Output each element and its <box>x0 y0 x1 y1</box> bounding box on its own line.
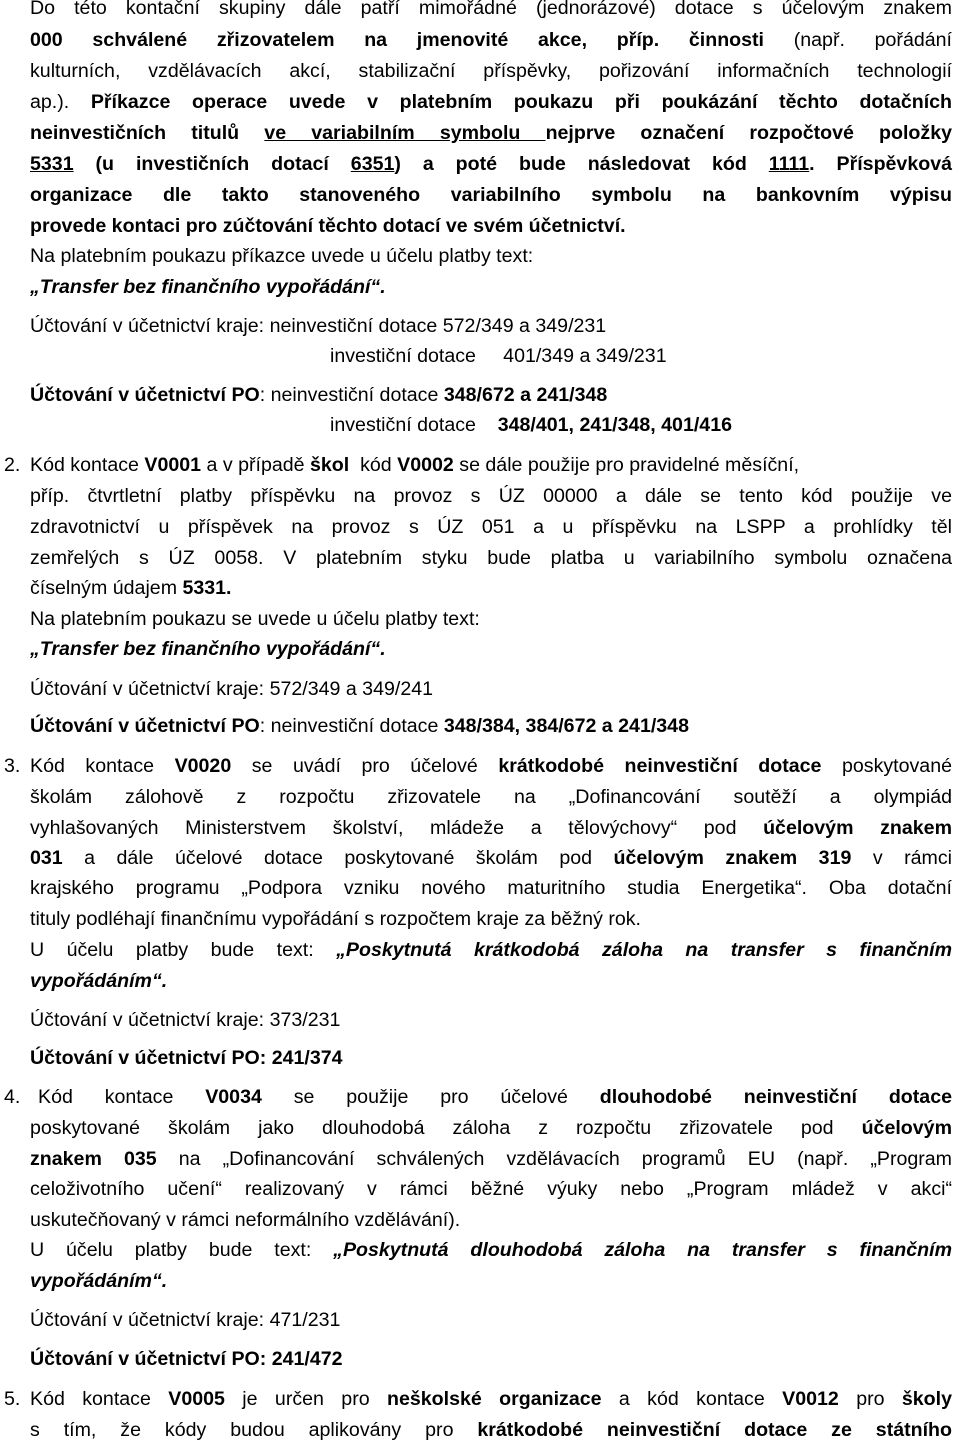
text: V0034 <box>205 1086 262 1108</box>
text: neinvestičních titulů <box>30 122 265 144</box>
text: příp. čtvrtletní platby příspěvku na provoz s ÚZ 00000 a dále se tento kód použije ve <box>30 485 952 507</box>
text: V0012 <box>782 1388 839 1410</box>
text: uskutečňovaný v rámci neformálního vzdělávání). <box>30 1209 461 1231</box>
paragraph-line <box>30 152 952 177</box>
paragraph-line <box>30 515 952 540</box>
paragraph-line <box>30 607 952 632</box>
accounting-line <box>30 1308 952 1333</box>
text: : neinvestiční dotace <box>259 715 444 737</box>
text: Účtování v účetnictví kraje: 373/231 <box>30 1009 341 1031</box>
paragraph-line <box>30 183 952 208</box>
text: Účtování v účetnictví PO <box>30 1047 260 1069</box>
text: ap.). <box>30 91 91 113</box>
text: provede kontaci pro zúčtování těchto dotací ve svém účetnictví. <box>30 215 626 237</box>
text: „Poskytnutá dlouhodobá záloha na transfer s finančním <box>333 1239 952 1261</box>
text: Kód kontace <box>30 1388 169 1410</box>
text: znakem 035 <box>30 1148 157 1170</box>
text: 000 schválené zřizovatelem na jmenovité akce, příp. činnosti <box>30 29 765 51</box>
text: kulturních, vzdělávacích akcí, stabilizační příspěvky, pořizování informačních technologií <box>30 60 952 82</box>
paragraph-line <box>30 546 952 571</box>
text: tituly podléhají finančnímu vypořádání s rozpočtem kraje za běžný rok. <box>30 908 641 930</box>
text: 6351 <box>350 153 395 175</box>
paragraph-line <box>30 0 952 21</box>
text: (u investičních dotací <box>73 153 351 175</box>
text: V0020 <box>174 755 232 777</box>
text: v rámci <box>851 847 952 869</box>
text: . Příspěvková <box>809 153 952 175</box>
paragraph-line <box>30 214 952 239</box>
paragraph-line <box>30 28 952 53</box>
paragraph-line <box>30 785 952 810</box>
text: krátkodobé neinvestiční dotace ze státního <box>477 1419 952 1441</box>
text: V0001 <box>144 454 202 476</box>
text: krátkodobé neinvestiční dotace <box>498 755 822 777</box>
text: Účtování v účetnictví kraje: 471/231 <box>30 1309 341 1331</box>
text: účelovým <box>861 1117 952 1139</box>
paragraph-line <box>30 876 952 901</box>
text: Kód kontace <box>30 454 145 476</box>
paragraph-line <box>30 1116 952 1141</box>
text: na „Dofinancování schválených vzdělávacích programů EU (např. „Program <box>156 1148 953 1170</box>
paragraph-line <box>30 1208 952 1233</box>
text: Na platebním poukazu příkazce uvede u účelu platby text: <box>30 245 534 267</box>
paragraph-line <box>30 1177 952 1202</box>
paragraph-line <box>30 938 952 963</box>
text: školy <box>901 1388 952 1410</box>
text: s tím, že kódy budou aplikovány pro <box>30 1419 478 1441</box>
text: „Poskytnutá krátkodobá záloha na transfer s finančním <box>336 939 953 961</box>
text: a kód kontace <box>601 1388 783 1410</box>
text: Účtování v účetnictví PO <box>30 715 260 737</box>
text: kód <box>349 454 398 476</box>
text: se použije pro účelové <box>261 1086 600 1108</box>
paragraph-line <box>30 121 952 146</box>
paragraph-line <box>30 1269 952 1294</box>
paragraph-line <box>30 846 952 871</box>
text: celoživotního učení“ realizovaný v rámci běžné výuky nebo „Program mládež v akci“ <box>30 1178 952 1200</box>
text: 1111 <box>768 153 810 175</box>
paragraph-line <box>30 907 952 932</box>
accounting-line <box>30 714 952 739</box>
text: neškolské organizace <box>387 1388 602 1410</box>
text: U účelu platby bude text: <box>30 939 337 961</box>
text: Účtování v účetnictví PO <box>30 384 260 406</box>
text: krajského programu „Podpora vzniku nového maturitního studia Energetika“. Oba dotační <box>30 877 952 899</box>
paragraph-line <box>30 754 952 779</box>
accounting-line <box>30 677 952 702</box>
text: organizace dle takto stanoveného variabilního symbolu na bankovním výpisu <box>30 184 952 206</box>
list-number: 2. <box>4 454 21 476</box>
text: Kód kontace <box>30 755 175 777</box>
list-number: 3. <box>4 755 21 777</box>
paragraph-line <box>30 1238 952 1263</box>
text: číselným údajem <box>30 577 183 599</box>
text: V0002 <box>397 454 454 476</box>
accounting-line <box>30 314 952 339</box>
paragraph-line <box>30 59 952 84</box>
text: 348/401, 241/348, 401/416 <box>497 414 732 436</box>
text: poskytované <box>821 755 952 777</box>
paragraph-line <box>30 1418 952 1443</box>
text: a v případě <box>201 454 310 476</box>
paragraph-line <box>30 1147 952 1172</box>
text: : 241/374 <box>259 1047 343 1069</box>
text: : neinvestiční dotace <box>259 384 444 406</box>
text: poskytované školám jako dlouhodobá záloha z rozpočtu zřizovatele pod <box>30 1117 862 1139</box>
paragraph-line <box>30 244 952 269</box>
text: 5331. <box>182 577 232 599</box>
text: zdravotnictví u příspěvek na provoz s ÚZ 051 a u příspěvku na LSPP a prohlídky těl <box>30 516 952 538</box>
text: investiční dotace 401/349 a 349/231 <box>330 345 667 367</box>
accounting-line <box>30 383 952 408</box>
accounting-line <box>330 413 952 438</box>
accounting-line <box>30 1046 952 1071</box>
text: a dále účelové dotace poskytované školám pod <box>62 847 614 869</box>
text: investiční dotace <box>330 414 498 436</box>
text: účelovým znakem <box>763 817 952 839</box>
paragraph-line <box>30 275 952 300</box>
paragraph-line <box>30 576 952 601</box>
text: školám zálohově z rozpočtu zřizovatele na „Dofinancování soutěží a olympiád <box>30 786 952 808</box>
text: ) a poté bude následovat kód <box>394 153 769 175</box>
paragraph-line <box>30 816 952 841</box>
text: je určen pro <box>224 1388 388 1410</box>
text: se dále použije pro pravidelné měsíční, <box>453 454 800 476</box>
text: pro <box>838 1388 902 1410</box>
text: ve variabilním symbolu <box>264 122 546 144</box>
paragraph-line <box>30 453 952 478</box>
text: Účtování v účetnictví PO <box>30 1348 260 1370</box>
list-number: 5. <box>4 1388 21 1410</box>
text: (např. pořádání <box>764 29 952 51</box>
paragraph-line <box>30 969 952 994</box>
text: účelovým znakem 319 <box>613 847 852 869</box>
text: Do této kontační skupiny dále patří mimořádné (jednorázové) dotace s účelovým znakem <box>30 0 952 19</box>
paragraph-line <box>30 1387 952 1412</box>
text: nejprve označení rozpočtové položky <box>545 122 952 144</box>
text: „Transfer bez finančního vypořádání“. <box>30 638 386 660</box>
text: dlouhodobé neinvestiční dotace <box>599 1086 952 1108</box>
list-number: 4. <box>4 1086 21 1108</box>
paragraph-line <box>30 637 952 662</box>
text: Kód kontace <box>38 1086 206 1108</box>
accounting-line <box>330 344 952 369</box>
text: vyhlašovaných Ministerstvem školství, mládeže a tělovýchovy“ pod <box>30 817 764 839</box>
text: 031 <box>30 847 63 869</box>
text: se uvádí pro účelové <box>231 755 499 777</box>
text: Na platebním poukazu se uvede u účelu platby text: <box>30 608 480 630</box>
text: : 241/472 <box>259 1348 343 1370</box>
text: Příkazce operace uvede v platebním poukazu při poukázání těchto dotačních <box>90 91 952 113</box>
text: vypořádáním“. <box>30 970 168 992</box>
text: „Transfer bez finančního vypořádání“. <box>30 276 386 298</box>
text: U účelu platby bude text: <box>30 1239 334 1261</box>
text: škol <box>310 454 350 476</box>
text: Účtování v účetnictví kraje: 572/349 a 349/241 <box>30 678 434 700</box>
paragraph-line <box>30 90 952 115</box>
accounting-line <box>30 1008 952 1033</box>
accounting-line <box>30 1347 952 1372</box>
paragraph-line <box>30 484 952 509</box>
text: V0005 <box>168 1388 225 1410</box>
text: vypořádáním“. <box>30 1270 168 1292</box>
text: 5331 <box>30 153 74 175</box>
text: 348/672 a 241/348 <box>443 384 608 406</box>
text: zemřelých s ÚZ 0058. V platebním styku bude platba u variabilního symbolu označena <box>30 547 952 569</box>
text: Účtování v účetnictví kraje: neinvestiční dotace 572/349 a 349/231 <box>30 315 607 337</box>
text: 348/384, 384/672 a 241/348 <box>443 715 689 737</box>
paragraph-line <box>38 1085 952 1110</box>
